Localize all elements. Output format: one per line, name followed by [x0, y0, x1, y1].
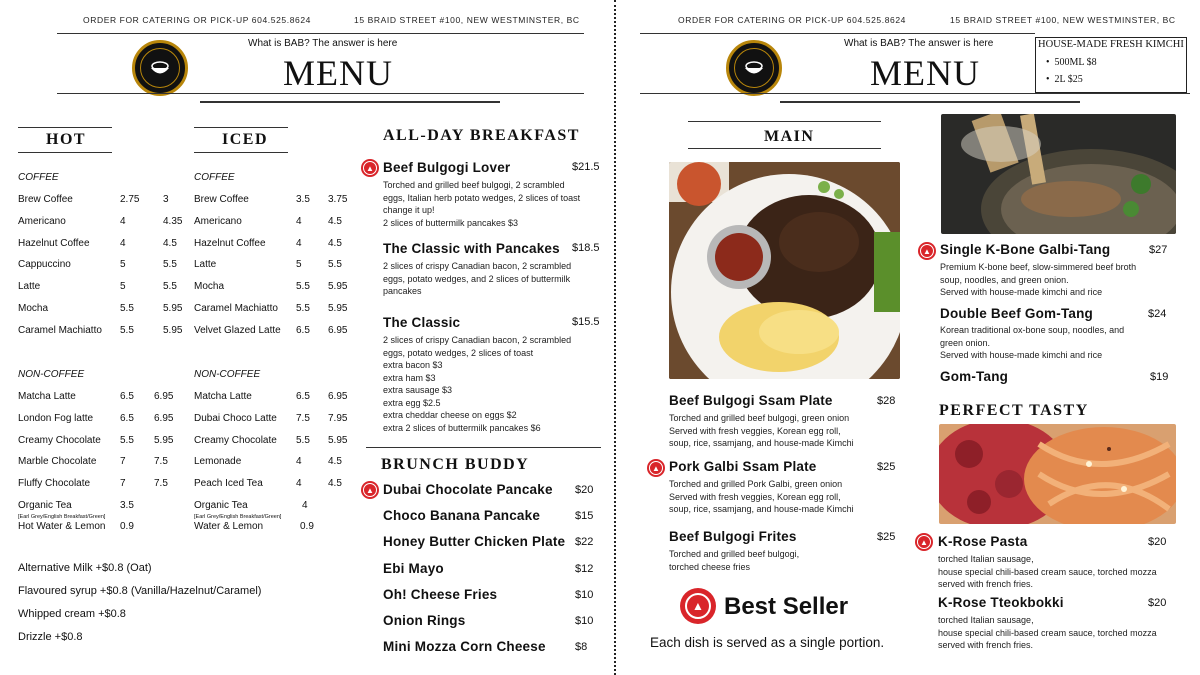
desc-line: Torched and grilled beef bulgogi, 2 scrambled [383, 180, 565, 190]
drink-price: 4 [302, 500, 308, 511]
brunch-item-name: Honey Butter Chicken Plate [383, 534, 566, 550]
hot-rule-top [18, 127, 112, 128]
kimchi-item: • 500ML $8 [1046, 57, 1097, 68]
hot-water-row [18, 521, 134, 532]
drink-price-large: 3 [163, 194, 169, 205]
best-seller-icon: ▲ [361, 481, 379, 499]
drink-row [18, 412, 174, 424]
hot-noncoffee-label: NON-COFFEE [18, 369, 85, 380]
main-title: MAIN [764, 128, 815, 145]
galbitang-photo [941, 114, 1176, 234]
drink-price: 4 [296, 237, 302, 249]
drink-row [194, 434, 348, 446]
bowl-icon [743, 59, 765, 77]
hot-tea-note: [Earl Grey/English Breakfast/Green] [18, 514, 106, 520]
desc-line: house special chili-based cream sauce, torched mozza [938, 627, 1157, 638]
perfect-item-desc [938, 614, 1157, 652]
address: 15 BRAID STREET #100, NEW WESTMINSTER, BC [354, 15, 580, 25]
logo [726, 40, 782, 96]
drink-row [194, 478, 342, 490]
desc-line: Korean traditional ox-bone soup, noodles, and [940, 325, 1125, 335]
desc-line: eggs, potato wedges, 2 slices of toast [383, 347, 534, 358]
brunch-item-price: $10 [575, 588, 594, 601]
drink-price-large: 6.95 [328, 324, 348, 336]
main-item-name: Beef Bulgogi Ssam Plate [669, 393, 833, 408]
brunch-item-name: Dubai Chocolate Pancake [383, 482, 553, 497]
drink-name: Cappuccino [18, 259, 71, 271]
drink-price: 6.5 [120, 391, 134, 402]
best-seller-icon: ▲ [918, 242, 936, 260]
drink-row [18, 259, 177, 271]
desc-line: torched cheese fries [669, 561, 751, 572]
drink-name: Mocha [18, 303, 49, 314]
drink-price-large: 6.95 [328, 391, 348, 402]
page-title: MENU [283, 53, 393, 93]
drink-price-large: 4.35 [163, 215, 183, 227]
drink-name: Peach Iced Tea [194, 478, 263, 490]
drink-row [194, 281, 348, 293]
iced-water-row [194, 521, 314, 532]
breakfast-item-price: $18.5 [572, 242, 600, 254]
main-item-name: Beef Bulgogi Frites [669, 529, 797, 544]
soup-item-price: $24 [1148, 308, 1167, 320]
iced-rule-top [194, 127, 288, 128]
drink-name: Hazelnut Coffee [194, 237, 266, 249]
drink-price: 4 [296, 478, 302, 490]
drink-row [194, 412, 348, 424]
drink-name: Caramel Machiatto [18, 324, 102, 336]
header-rule [57, 33, 584, 34]
brunch-item-price: $8 [575, 641, 588, 654]
drink-price-large: 6.95 [154, 412, 174, 424]
breakfast-item-desc [383, 179, 580, 229]
brunch-rule [366, 447, 601, 448]
breakfast-item-name: The Classic with Pancakes [383, 241, 560, 256]
desc-line: extra egg $2.5 [383, 397, 441, 408]
order-phone: ORDER FOR CATERING OR PICK-UP 604.525.8624 [678, 15, 907, 25]
drink-price: 4 [120, 215, 126, 227]
drink-name: Latte [18, 281, 41, 293]
iced-coffee-label: COFFEE [194, 172, 235, 183]
breakfast-item-desc [383, 334, 571, 434]
drink-price: 4 [296, 456, 302, 468]
main-item-desc [669, 412, 854, 450]
breakfast-title: ALL-DAY BREAKFAST [383, 127, 580, 144]
drink-price: 7 [120, 478, 126, 490]
drink-row [194, 237, 342, 249]
desc-line: Torched and grilled Pork Galbi, green onion [669, 479, 843, 489]
drink-price: 0.9 [120, 521, 134, 532]
brunch-item-name: Ebi Mayo [383, 560, 444, 576]
desc-line: green onion. [940, 337, 991, 348]
desc-line: eggs, potato wedges, and 2 slices of buttermilk [383, 273, 571, 284]
drink-row [18, 478, 168, 490]
desc-line: served with french fries. [938, 640, 1034, 650]
header-rule-thick [780, 101, 1080, 103]
drink-price-large: 7.5 [154, 456, 168, 468]
drink-name: Brew Coffee [18, 194, 73, 205]
drink-price-large: 4.5 [328, 215, 342, 227]
soup-item-desc [940, 324, 1124, 362]
drink-name: Marble Chocolate [18, 456, 97, 468]
desc-line: soup, rice, ssamjang, and house-made Kimchi [669, 438, 854, 448]
drink-row [194, 259, 342, 271]
kimchi-item-text: 2L $25 [1054, 74, 1083, 85]
rose-pasta-photo [939, 424, 1176, 524]
hot-rule-bottom [18, 152, 112, 153]
drink-row [194, 303, 348, 314]
drink-price-large: 5.5 [163, 259, 177, 271]
breakfast-item-name: The Classic [383, 315, 461, 330]
brunch-item-name: Onion Rings [383, 613, 466, 628]
logo [132, 40, 188, 96]
kimchi-title: HOUSE-MADE FRESH KIMCHI [1038, 39, 1184, 50]
brunch-item-price: $10 [575, 615, 594, 627]
drink-row [18, 434, 174, 446]
drink-name: Latte [194, 259, 217, 271]
tagline: What is BAB? The answer is here [844, 38, 994, 49]
desc-line: 2 slices of buttermilk pancakes $3 [383, 217, 519, 228]
drink-price-large: 5.95 [163, 303, 183, 314]
best-seller-icon: ▲ [361, 159, 379, 177]
drink-row [194, 456, 342, 468]
tagline: What is BAB? The answer is here [248, 38, 398, 49]
desc-line: change it up! [383, 205, 435, 215]
drink-name: Fluffy Chocolate [18, 478, 91, 490]
best-seller-label: Best Seller [724, 593, 849, 620]
desc-line: torched Italian sausage, [938, 615, 1034, 625]
drink-price-large: 5.95 [163, 324, 183, 336]
desc-line: Served with fresh veggies, Korean egg roll, [669, 491, 841, 502]
main-rule-bottom [688, 148, 881, 149]
desc-line: soup, noodles, and green onion. [940, 274, 1069, 285]
desc-line: extra bacon $3 [383, 360, 443, 370]
drink-name: Organic Tea [194, 500, 248, 511]
breakfast-item-price: $15.5 [572, 316, 600, 328]
desc-line: 2 slices of crispy Canadian bacon, 2 scrambled [383, 261, 572, 271]
desc-line: served with french fries. [938, 579, 1034, 589]
soup-item-desc [940, 261, 1136, 299]
main-item-price: $25 [877, 461, 896, 473]
header-rule-lower [57, 93, 584, 94]
drink-price-large: 4.5 [328, 456, 342, 468]
drink-name: Americano [18, 215, 66, 227]
drink-row [18, 215, 183, 227]
best-seller-icon: ▲ [647, 459, 665, 477]
drink-name: Lemonade [194, 456, 242, 468]
bowl-icon [149, 59, 171, 77]
desc-line: soup, rice, ssamjang, and house-made Kimchi [669, 504, 854, 514]
drink-row [18, 194, 169, 205]
brunch-item-name: Mini Mozza Corn Cheese [383, 639, 546, 655]
hot-title: HOT [46, 131, 87, 148]
drink-name: London Fog latte [18, 412, 94, 424]
drink-name: Velvet Glazed Latte [194, 324, 281, 336]
iced-title: ICED [222, 131, 269, 148]
desc-line: eggs, Italian herb potato wedges, 2 slices of toast [383, 192, 581, 203]
drink-price: 5.5 [120, 434, 134, 446]
drink-price: 4 [296, 215, 302, 227]
drink-price: 4 [120, 237, 126, 249]
drink-name: Matcha Latte [194, 391, 252, 402]
desc-line: Torched and grilled beef bulgogi, [669, 549, 800, 559]
hot-tea-row [18, 500, 134, 511]
desc-line: Torched and grilled beef bulgogi, green onion [669, 413, 850, 423]
main-item-desc [669, 478, 854, 516]
perfect-item-name: K-Rose Tteokbokki [938, 595, 1064, 610]
iced-tea-row [194, 500, 308, 511]
drink-price: 5.5 [296, 281, 310, 293]
kimchi-item: • 2L $25 [1046, 74, 1083, 85]
main-item-price: $25 [877, 531, 896, 543]
header-rule [640, 33, 1035, 34]
drink-price: 3.5 [296, 194, 310, 205]
bulgogi-plate-photo [669, 162, 900, 379]
drink-price: 5.5 [120, 324, 134, 336]
brunch-item-price: $22 [575, 536, 594, 549]
drink-price-large: 5.95 [154, 434, 174, 446]
address: 15 BRAID STREET #100, NEW WESTMINSTER, BC [950, 15, 1176, 25]
drink-price: 6.5 [120, 412, 134, 424]
perfect-item-desc [938, 553, 1157, 591]
page-title: MENU [870, 53, 980, 93]
perfect-item-price: $20 [1148, 536, 1167, 548]
drink-price-large: 6.95 [154, 391, 174, 402]
desc-line: Served with house-made kimchi and rice [940, 287, 1103, 297]
brunch-item-price: $15 [575, 510, 594, 523]
drink-name: Dubai Choco Latte [194, 412, 277, 424]
brunch-title: BRUNCH BUDDY [381, 456, 530, 473]
soup-item-name: Gom-Tang [940, 369, 1009, 384]
drink-price: 3.5 [120, 500, 134, 511]
drink-name: Mocha [194, 281, 225, 293]
main-item-name: Pork Galbi Ssam Plate [669, 459, 817, 474]
desc-line: extra cheddar cheese on eggs $2 [383, 410, 517, 420]
main-item-desc [669, 548, 799, 573]
drink-price: 5 [296, 259, 302, 271]
breakfast-item-price: $21.5 [572, 161, 600, 173]
addon-syrup: Flavoured syrup +$0.8 (Vanilla/Hazelnut/Caramel) [18, 585, 262, 597]
drink-price-large: 7.5 [154, 478, 168, 490]
desc-line: 2 slices of crispy Canadian bacon, 2 scrambled [383, 335, 572, 345]
addon-milk: Alternative Milk +$0.8 (Oat) [18, 562, 152, 574]
drink-name: Matcha Latte [18, 391, 76, 402]
soup-item-price: $27 [1149, 244, 1168, 256]
desc-line: pancakes [383, 286, 422, 296]
drink-row [18, 281, 177, 293]
drink-price-large: 4.5 [328, 237, 342, 249]
drink-name: Caramel Machiatto [194, 303, 278, 314]
perfect-item-name: K-Rose Pasta [938, 534, 1028, 549]
drink-name: Americano [194, 215, 242, 227]
drink-price: 5 [120, 259, 126, 271]
drink-row [194, 391, 348, 402]
desc-line: Served with fresh veggies, Korean egg roll, [669, 425, 841, 436]
drink-price: 7.5 [296, 412, 310, 424]
desc-line: Premium K-bone beef, slow-simmered beef broth [940, 262, 1137, 272]
drink-price-large: 5.95 [328, 434, 348, 446]
best-seller-icon: ▲ [915, 533, 933, 551]
drink-name: Water & Lemon [194, 521, 264, 532]
drink-name: Hazelnut Coffee [18, 237, 90, 249]
drink-row [18, 324, 183, 336]
addon-drizzle: Drizzle +$0.8 [18, 631, 83, 643]
kimchi-item-text: 500ML $8 [1054, 57, 1097, 68]
desc-line: Served with house-made kimchi and rice [940, 350, 1103, 360]
header-rule-thick [200, 101, 500, 103]
desc-line: extra 2 slices of buttermilk pancakes $6 [383, 422, 541, 433]
drink-price: 5.5 [296, 434, 310, 446]
drink-price: 6.5 [296, 391, 310, 402]
desc-line: extra ham $3 [383, 372, 436, 383]
drink-price: 0.9 [300, 521, 314, 532]
drink-row [18, 303, 183, 314]
brunch-item-price: $12 [575, 562, 594, 575]
page-divider [614, 0, 616, 675]
drink-price-large: 4.5 [328, 478, 342, 490]
drink-price-large: 5.5 [163, 281, 177, 293]
addon-whipped: Whipped cream +$0.8 [18, 608, 126, 620]
perfect-title: PERFECT TASTY [939, 402, 1089, 419]
soup-item-name: Single K-Bone Galbi-Tang [940, 242, 1111, 257]
drink-name: Creamy Chocolate [194, 434, 277, 446]
header-rule-lower [640, 93, 1190, 94]
drink-price: 5.5 [296, 303, 310, 314]
iced-rule-bottom [194, 152, 288, 153]
order-phone: ORDER FOR CATERING OR PICK-UP 604.525.8624 [83, 15, 312, 25]
drink-price: 7 [120, 456, 126, 468]
drink-name: Brew Coffee [194, 194, 249, 205]
breakfast-item-desc [383, 260, 571, 298]
drink-name: Creamy Chocolate [18, 434, 101, 446]
iced-tea-note: [Earl Grey/English Breakfast/Green] [194, 514, 282, 520]
drink-row [194, 215, 342, 227]
kimchi-box [1035, 37, 1187, 93]
drink-price-large: 5.5 [328, 259, 342, 271]
drink-price-large: 5.95 [328, 281, 348, 293]
drink-row [194, 194, 348, 205]
drink-name: Organic Tea [18, 500, 72, 511]
drink-row [194, 324, 348, 336]
desc-line: torched Italian sausage, [938, 554, 1034, 564]
desc-line: extra sausage $3 [383, 385, 453, 395]
main-item-price: $28 [877, 395, 896, 407]
brunch-item-name: Oh! Cheese Fries [383, 586, 498, 602]
desc-line: house special chili-based cream sauce, torched mozza [938, 566, 1157, 577]
brunch-item-name: Choco Banana Pancake [383, 508, 541, 524]
main-rule-top [688, 121, 881, 122]
iced-noncoffee-label: NON-COFFEE [194, 369, 261, 380]
best-seller-badge-icon: ▲ [680, 588, 716, 624]
soup-item-name: Double Beef Gom-Tang [940, 306, 1094, 321]
portion-note: Each dish is served as a single portion. [650, 635, 885, 650]
brunch-item-price: $20 [575, 484, 594, 496]
drink-price: 5.5 [120, 303, 134, 314]
drink-price: 5 [120, 281, 126, 293]
drink-price-large: 5.95 [328, 303, 348, 314]
perfect-item-price: $20 [1148, 597, 1167, 609]
drink-price-large: 3.75 [328, 194, 348, 205]
drink-price: 6.5 [296, 324, 310, 336]
hot-coffee-label: COFFEE [18, 172, 59, 183]
drink-row [18, 237, 177, 249]
drink-price-large: 7.95 [328, 412, 348, 424]
drink-price: 2.75 [120, 194, 140, 205]
drink-name: Hot Water & Lemon [18, 521, 106, 532]
soup-item-price: $19 [1150, 371, 1169, 383]
drink-price-large: 4.5 [163, 237, 177, 249]
drink-row [18, 391, 174, 402]
breakfast-item-name: Beef Bulgogi Lover [383, 160, 511, 175]
drink-row [18, 456, 168, 468]
